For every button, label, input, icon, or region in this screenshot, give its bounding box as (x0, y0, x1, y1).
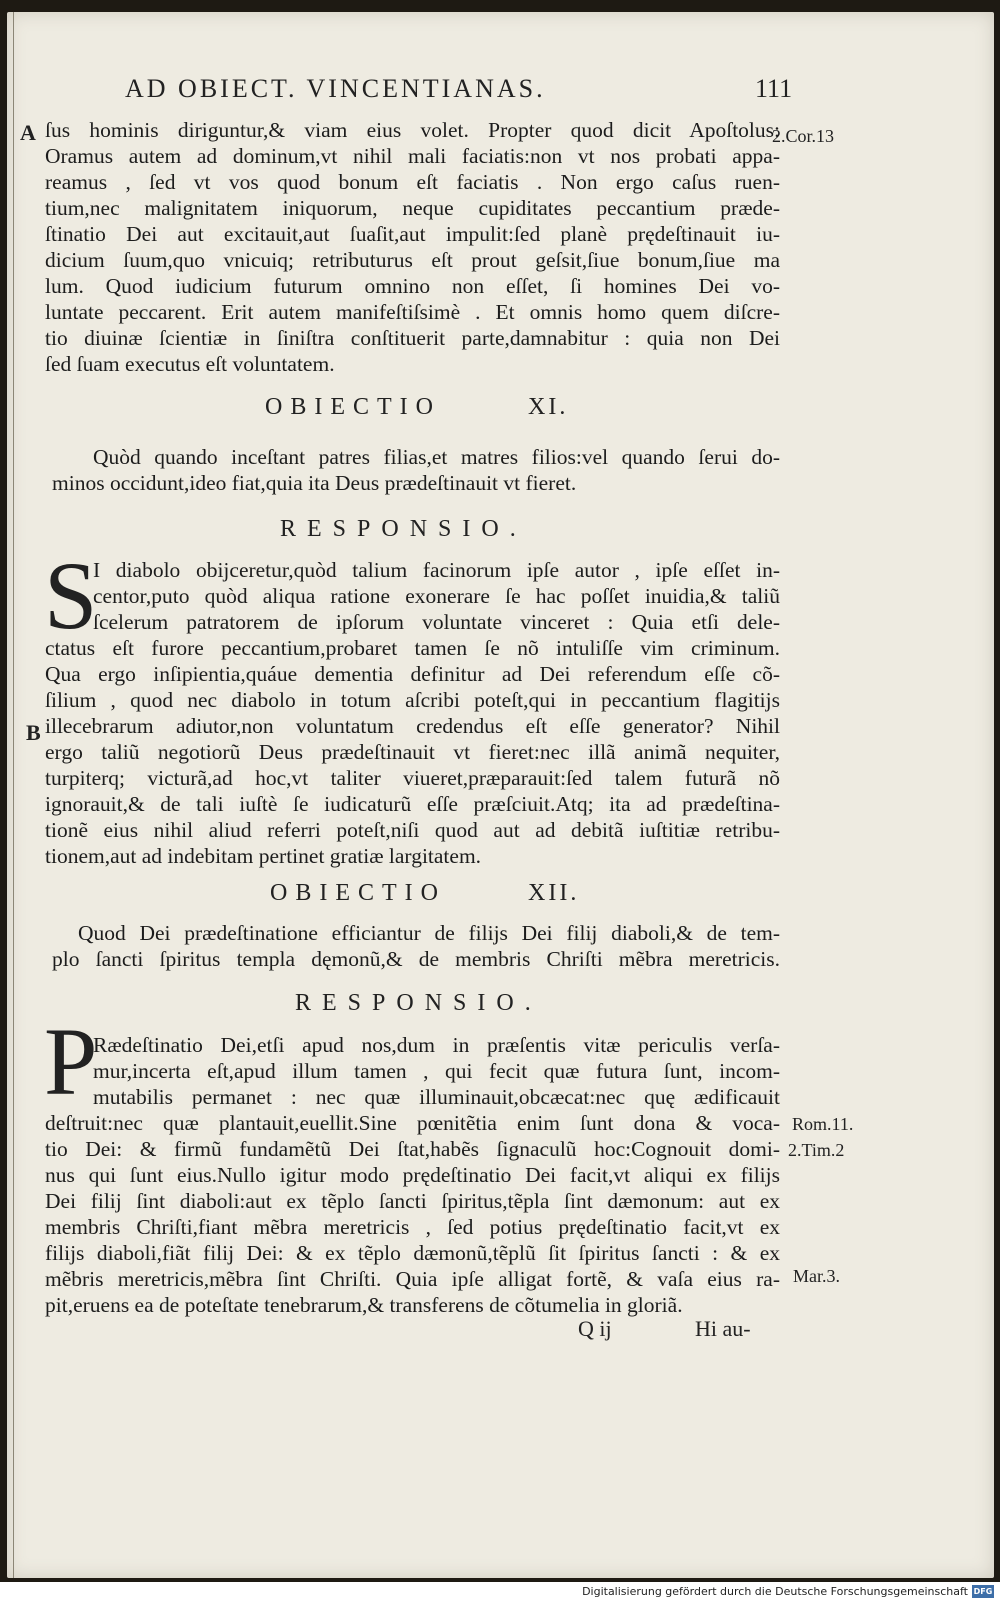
text-line: I diabolo obijceretur,quòd talium facinorum ipſe autor , ipſe eſſet in- (93, 558, 780, 582)
text-line: illecebrarum adiutor,non voluntatum credendus eſt eſſe generator? Nihil (45, 714, 780, 738)
text-line: turpiterq; victurã,ad hoc,vt taliter viueret,præparauit:ſed talem futurã nõ (45, 766, 780, 790)
margin-note-2cor13: 2.Cor.13 (772, 126, 835, 146)
text-line: ſus hominis diriguntur,& viam eius volet. Propter quod dicit Apoſtolus: (45, 118, 780, 142)
text-line: tio diuinæ ſcientiæ in ſiniſtra conſtituerit parte,damnabitur : quia non Dei (45, 326, 780, 350)
text-line: ctatus eſt furore peccantium,probaret tamen ſe nõ intuliſſe vim criminum. (45, 636, 780, 660)
text-line: tium,nec malignitatem iniquorum, neque cupiditates peccantium præde- (45, 196, 780, 220)
text-line: filijs diaboli,fiãt filij Dei: & ex tẽplo dæmonũ,tẽplũ ſit ſpiritus ſancti : & ex (45, 1241, 780, 1265)
objectio-12-text: plo ſancti ſpiritus templa dęmonũ,& de membris Chriſti mẽbra meretricis. (52, 947, 780, 971)
footer-bar (0, 1582, 1000, 1603)
text-line: tionẽ eius nihil aliud referri poteſt,niſi quod aut ad debitã iuſtitiæ retribu- (45, 818, 780, 842)
text-line: mẽbris meretricis,mẽbra ſint Chriſti. Quia ipſe alligat fortẽ, & vaſa eius ra- (45, 1267, 780, 1291)
text-line: lum. Quod iudicium futurum omnino non eſſet, ſi homines Dei vo- (45, 274, 780, 298)
text-line: membris Chriſti,fiant mẽbra meretricis , ſed potius prędeſtinatio facit,vt ex (45, 1215, 780, 1239)
text-line: ſcelerum patratorem de ipſorum voluntate vinceret : Quia etſi dele- (93, 610, 780, 634)
text-line: ſed ſuam executus eſt voluntatem. (45, 352, 335, 376)
responsio-heading: RESPONSIO. (295, 990, 542, 1016)
text-line: ſtinatio Dei aut excitauit,aut ſuaſit,aut impulit:ſed planè prędeſtinauit iu- (45, 222, 780, 246)
signature-mark: Q ij (578, 1316, 612, 1341)
text-line: centor,puto quòd aliqua ratione exonerare ſe hac poſſet inuidia,& taliũ (93, 584, 780, 608)
drop-cap-p: P (44, 1008, 98, 1115)
text-line: Qua ergo inſipientia,quáue dementia definitur ad Dei referendum eſſe cõ- (45, 662, 780, 686)
text-line: mutabilis permanet : nec quæ illuminauit,obcæcat:nec quę ædificauit (93, 1085, 780, 1109)
margin-letter-b: B (26, 720, 41, 745)
margin-note-2tim2: 2.Tim.2 (788, 1140, 845, 1160)
text-line: dicium ſuum,quo vnicuiq; retributurus eſt prout geſsit,ſiue bonum,ſiue ma (45, 248, 780, 272)
objectio-11-number: XI. (528, 394, 569, 420)
objectio-11-label: OBIECTIO (265, 394, 441, 420)
running-head: AD OBIECT. VINCENTIANAS. (125, 74, 546, 103)
drop-cap-s: S (44, 542, 98, 649)
objectio-12-label: OBIECTIO (270, 880, 446, 906)
page-number: 111 (755, 74, 793, 103)
text-line: ſilium , quod nec diabolo in totum aſcribi poteſt,qui in peccantium flagitijs (45, 688, 780, 712)
margin-letter-a: A (20, 120, 36, 145)
responsio-heading: RESPONSIO. (280, 516, 527, 542)
objectio-12-number: XII. (528, 880, 580, 906)
text-line: ignorauit,& de tali iuſtè ſe iudicaturũ eſſe præſciuit.Atq; ita ad prædeſtina- (45, 792, 780, 816)
margin-note-rom11: Rom.11. (792, 1114, 854, 1134)
objectio-11-text: Quòd quando inceſtant patres filias,et matres filios:vel quando ſerui do- (93, 445, 780, 469)
text-line: luntate peccarent. Erit autem manifeſtiſsimè . Et omnis homo quem diſcre- (45, 300, 780, 324)
dfg-logo: DFG (973, 1587, 993, 1596)
text-line: Dei filij ſint diaboli:aut ex tẽplo ſancti ſpiritus,tẽpla ſint dæmonum: aut ex (45, 1189, 780, 1213)
text-line: tio Dei: & firmũ fundamẽtũ Dei ſtat,habẽs ſignaculũ hoc:Cognouit domi- (45, 1137, 780, 1161)
text-line: pit,eruens ea de poteſtate tenebrarum,& transferens de cõtumelia in gloriã. (45, 1293, 683, 1317)
text-line: Rædeſtinatio Dei,etſi apud nos,dum in præſentis vitæ periculis verſa- (93, 1033, 780, 1057)
text-line: ergo taliũ negotiorũ Deus prædeſtinauit vt fieret:nec illã animã nequiter, (45, 740, 780, 764)
catchword: Hi au- (695, 1316, 751, 1341)
objectio-11-text: minos occidunt,ideo fiat,quia ita Deus prædeſtinauit vt fieret. (52, 471, 577, 495)
text-line: mur,incerta eſt,apud illum tamen , qui fecit quæ futura ſunt, incom- (93, 1059, 780, 1083)
footer-credit: Digitalisierung gefördert durch die Deutsche Forschungsgemeinschaft (582, 1585, 968, 1598)
text-line: Oramus autem ad dominum,vt nihil mali faciatis:non vt nos probati appa- (45, 144, 780, 168)
text-line: reamus , ſed vt vos quod bonum eſt faciatis . Non ergo caſus ruen- (45, 170, 780, 194)
text-line: deſtruit:nec quæ plantauit,euellit.Sine pœnitẽtia enim ſunt dona & voca- (45, 1111, 780, 1135)
objectio-12-text: Quod Dei prædeſtinatione efficiantur de filijs Dei filij diaboli,& de tem- (78, 921, 780, 945)
text-line: nus qui ſunt eius.Nullo igitur modo prędeſtinatio Dei facit,vt aliqui ex filijs (45, 1163, 780, 1187)
margin-note-mar3: Mar.3. (793, 1266, 840, 1286)
text-line: tionem,aut ad indebitam pertinet gratiæ largitatem. (45, 844, 482, 868)
